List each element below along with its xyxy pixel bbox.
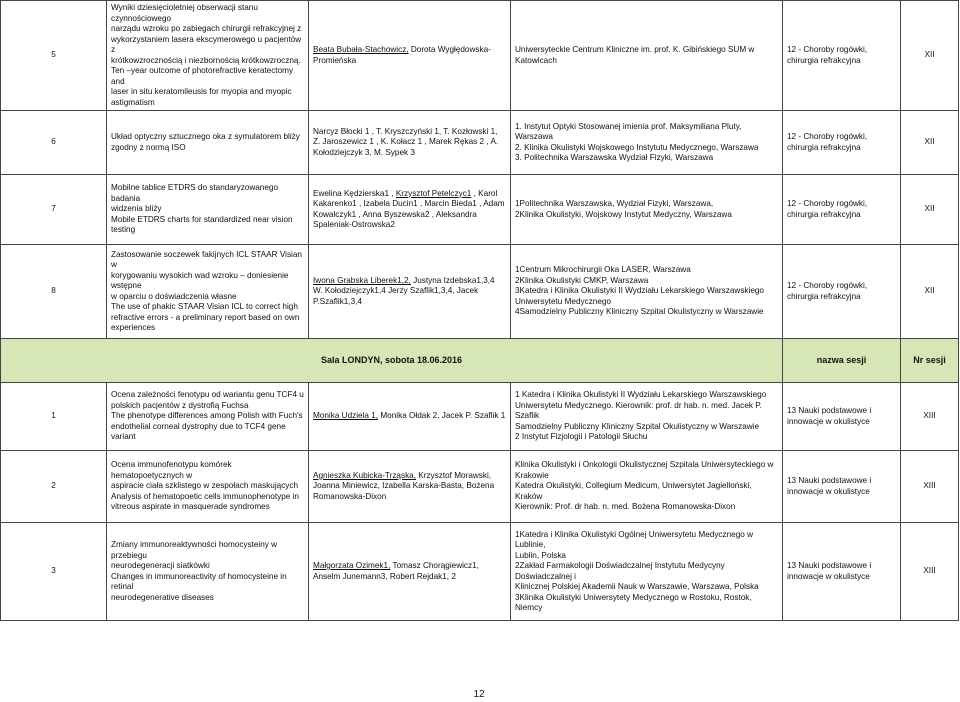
category: 12 - Choroby rogówki, chirurgia refrakcyjna <box>783 111 901 175</box>
authors: Ewelina Kędzierska1 , Krzysztof Petelczyc1 , Karol Kakarenko1 , Izabela Ducin1 , Marcin Bieda1 , Adam Kowalczyk1 , Anna Byszewska2 , Aleksandra Spaleniak-Ostrowska2 <box>309 175 511 245</box>
row-number: 6 <box>1 111 107 175</box>
institutions: 1. Instytut Optyki Stosowanej imienia prof. Maksymiliana Pluty, Warszawa 2. Klinika Okulistyki Wojskowego Instytutu Medycznego, Warszawa 3. Politechnika Warszawska Wydział Fizyki, Warszawa <box>511 111 783 175</box>
session-header-row <box>1 339 959 383</box>
institutions: Klinika Okulistyki i Onkologii Okulistycznej Szpitala Uniwersyteckiego w Krakowie Katedra Okulistyki, Collegium Medicum, Uniwersytet Jagielloński, Kraków Kierownik: Prof. dr hab. n. med. Bożena Romanowska-Dixon <box>511 451 783 523</box>
presentation-title: Mobilne tablice ETDRS do standaryzowanego badania widzenia bliży Mobile ETDRS charts for standardized near vision testing <box>107 175 309 245</box>
table-row <box>1 523 959 621</box>
presentation-title: Układ optyczny sztucznego oka z symulatorem bliży zgodny z normą ISO <box>107 111 309 175</box>
row-number: 1 <box>1 383 107 451</box>
session-group: XIII <box>901 451 959 523</box>
session-group: XII <box>901 1 959 111</box>
authors: Agnieszka Kubicka-Trząska, Krzysztof Morawski, Joanna Miniewicz, Izabella Karska-Basta, Bożena Romanowska-Dixon <box>309 451 511 523</box>
table-row <box>1 111 959 175</box>
authors: Monika Udziela 1, Monika Ołdak 2, Jacek P. Szaflik 1 <box>309 383 511 451</box>
table-row <box>1 383 959 451</box>
authors: Małgorzata Ozimek1, Tomasz Chorągiewicz1, Anselm Junemann3, Robert Rejdak1, 2 <box>309 523 511 621</box>
category: 12 - Choroby rogówki, chirurgia refrakcyjna <box>783 1 901 111</box>
session-number-label: Nr sesji <box>901 339 959 383</box>
row-number: 7 <box>1 175 107 245</box>
row-number: 8 <box>1 245 107 339</box>
table-row <box>1 175 959 245</box>
table-row <box>1 1 959 111</box>
authors: Narcyz Błocki 1 , T. Kryszczyński 1, T. Kozłowski 1, Z. Jaroszewicz 1 , K. Kołacz 1 , Marek Rękas 2 , A. Kołodziejczyk 3, M. Sypek 3 <box>309 111 511 175</box>
category: 12 - Choroby rogówki, chirurgia refrakcyjna <box>783 245 901 339</box>
table-row <box>1 245 959 339</box>
category: 12 - Choroby rogówki, chirurgia refrakcyjna <box>783 175 901 245</box>
category: 13 Nauki podstawowe i innowacje w okulistyce <box>783 451 901 523</box>
row-number: 2 <box>1 451 107 523</box>
category: 13 Nauki podstawowe i innowacje w okulistyce <box>783 383 901 451</box>
presentation-title: Zastosowanie soczewek fakijnych ICL STAAR Visian w korygowaniu wysokich wad wzroku – doniesienie wstępne w oparciu o doświadczenia własne The use of phakic STAAR Visian ICL to correct high refractive errors - a preliminary report based on own experiences <box>107 245 309 339</box>
presentation-title: Wyniki dziesięcioletniej obserwacji stanu czynnościowego narządu wzroku po zabiegach chirurgii refrakcyjnej z wykorzystaniem lasera ekscymerowego u pacjentów z krótkowzrocznością i niezbornością krótkowzroczną. Ten –year outcome of photorefractive keratectomy and laser in situ keratomileusis for myopia and myopic astigmatism <box>107 1 309 111</box>
session-title: Sala LONDYN, sobota 18.06.2016 <box>1 339 783 383</box>
institutions: Uniwersyteckie Centrum Kliniczne im. prof. K. Gibińskiego SUM w Katowicach <box>511 1 783 111</box>
institutions: 1Centrum Mikrochirurgii Oka LASER, Warszawa 2Klinika Okulistyki CMKP, Warszawa 3Katedra i Klinika Okulistyki II Wydziału Lekarskiego Warszawskiego Uniwersytetu Medycznego 4Samodzielny Publiczny Kliniczny Szpital Okulistyczny w Warszawie <box>511 245 783 339</box>
presentation-title: Zmiany immunoreaktywności homocysteiny w przebiegu neurodegeneracji siatkówki Changes in immunoreactivity of homocysteine in retinal neurodegenerative diseases <box>107 523 309 621</box>
page-number: 12 <box>473 689 485 700</box>
presentation-title: Ocena zależności fenotypu od wariantu genu TCF4 u polskich pacjentów z dystrofią Fuchsa The phenotype differences among Polish with Fuch's endothelial corneal dystrophy due to TCF4 gene variant <box>107 383 309 451</box>
row-number: 5 <box>1 1 107 111</box>
presentation-title: Ocena immunofenotypu komórek hematopoetycznych w aspiracie ciała szklistego w zespołach maskujących Analysis of hematopoetic cells immunophenotype in vitreous aspirate in masquerade syndromes <box>107 451 309 523</box>
session-group: XII <box>901 245 959 339</box>
session-group: XII <box>901 175 959 245</box>
institutions: 1Katedra i Klinika Okulistyki Ogólnej Uniwersytetu Medycznego w Lublinie, Lublin, Polska 2Zakład Farmakologii Doświadczalnej Instytutu Medycyny Doświadczalnej i Klinicznej Polskiej Akademii Nauk w Warszawie, Warszawa, Polska 3Klinika Okulistyki Uniwersytety Medycznego w Rostoku, Rostok, Niemcy <box>511 523 783 621</box>
session-group: XIII <box>901 523 959 621</box>
session-group: XII <box>901 111 959 175</box>
institutions: 1 Katedra i Klinika Okulistyki II Wydziału Lekarskiego Warszawskiego Uniwersytetu Medycznego. Kierownik: prof. dr hab. n. med. Jacek P. Szaflik Samodzielny Publiczny Kliniczny Szpital Okulistyczny w Warszawie 2 Instytut Fizjologii i Patologii Słuchu <box>511 383 783 451</box>
authors: Beata Bubała-Stachowicz, Dorota Wygłędowska-Promieńska <box>309 1 511 111</box>
category: 13 Nauki podstawowe i innowacje w okulistyce <box>783 523 901 621</box>
table-row <box>1 451 959 523</box>
row-number: 3 <box>1 523 107 621</box>
session-group: XIII <box>901 383 959 451</box>
session-name-label: nazwa sesji <box>783 339 901 383</box>
institutions: 1Politechnika Warszawska, Wydział Fizyki, Warszawa, 2Klinika Okulistyki, Wojskowy Instytut Medyczny, Warszawa <box>511 175 783 245</box>
authors: Iwona Grabska Liberek1,2, Justyna Izdebska1,3,4 W. Kołodziejczyk1,4 Jerzy Szaflik1,3,4, Jacek P.Szaflik1,3,4 <box>309 245 511 339</box>
